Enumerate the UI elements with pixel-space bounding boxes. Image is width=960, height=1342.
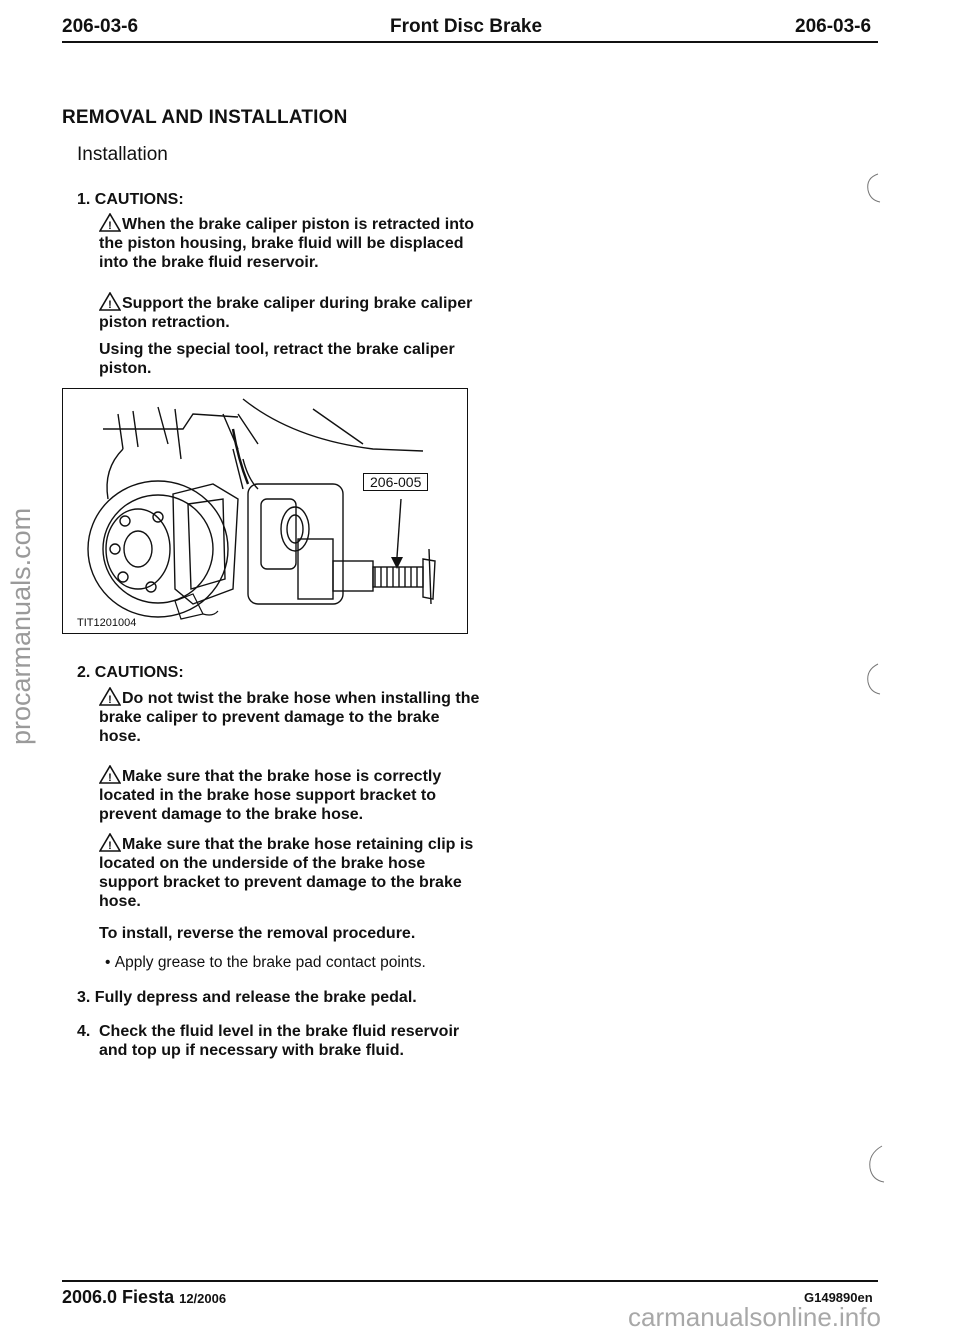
step-2-instruction: To install, reverse the removal procedure. — [99, 925, 416, 942]
warning-triangle-icon — [99, 833, 121, 852]
step-text: Check the fluid level in the brake fluid reservoir and top up if necessary with brake fluid. — [99, 1023, 460, 1059]
subsection-title: Installation — [77, 144, 168, 165]
step-1-instruction: Using the special tool, retract the brake caliper piston. — [99, 341, 455, 377]
margin-mark-icon — [862, 1142, 902, 1187]
margin-mark-icon — [860, 660, 900, 700]
caution-item — [99, 687, 484, 746]
step-1-heading — [77, 190, 184, 209]
svg-text:!: ! — [108, 299, 112, 311]
watermark-side: procarmanuals.com — [6, 507, 36, 745]
step-text: Fully depress and release the brake pedal. — [94, 989, 417, 1006]
figure-id: TIT1201004 — [77, 617, 137, 629]
caution-text: Make sure that the brake hose retaining clip is located on the underside of the brake hose support bracket to prevent damage to the brake hose. — [99, 836, 474, 910]
footer-rule — [62, 1280, 878, 1282]
brake-caliper-figure — [62, 388, 468, 634]
header-page-number-right: 206-03-6 — [795, 16, 872, 37]
header-rule — [62, 41, 878, 43]
svg-text:!: ! — [108, 772, 112, 784]
caution-text: Support the brake caliper during brake caliper piston retraction. — [99, 295, 473, 331]
caution-item — [99, 833, 484, 911]
warning-triangle-icon — [99, 213, 121, 232]
footer-model — [62, 1287, 226, 1308]
caution-text: When the brake caliper piston is retracted into the piston housing, brake fluid will be displaced into the brake fluid reservoir. — [99, 216, 475, 271]
cautions-heading: CAUTIONS: — [94, 191, 184, 208]
header-title: Front Disc Brake — [390, 16, 543, 37]
step-2-heading — [77, 663, 184, 682]
caution-item — [99, 765, 484, 824]
svg-text:!: ! — [108, 220, 112, 232]
caution-text: Make sure that the brake hose is correctly located in the brake hose support bracket to prevent damage to the brake hose. — [99, 768, 442, 823]
caution-item — [99, 292, 484, 332]
watermark-bottom: carmanualsonline.info — [628, 1302, 881, 1332]
caution-item — [99, 213, 484, 272]
footer-date: 12/2006 — [179, 1291, 227, 1306]
header-page-number-left: 206-03-6 — [62, 16, 139, 37]
warning-triangle-icon — [99, 292, 121, 311]
warning-triangle-icon — [99, 765, 121, 784]
footer-code: G149890en — [804, 1290, 873, 1305]
warning-triangle-icon — [99, 687, 121, 706]
svg-text:!: ! — [108, 694, 112, 706]
svg-text:!: ! — [108, 840, 112, 852]
section-title: REMOVAL AND INSTALLATION — [62, 107, 348, 128]
step-3 — [77, 988, 417, 1007]
step-number: 1. — [77, 191, 91, 208]
cautions-heading: CAUTIONS: — [94, 664, 184, 681]
footer-model-name: 2006.0 Fiesta — [62, 1287, 175, 1307]
step-number: 3. — [77, 989, 91, 1006]
special-tool-label: 206-005 — [363, 473, 428, 491]
caliper-illustration — [63, 389, 466, 632]
step-number: 4. — [77, 1023, 91, 1040]
bullet-item — [105, 953, 426, 972]
step-number: 2. — [77, 664, 91, 681]
margin-mark-icon — [860, 168, 900, 208]
caution-text: Do not twist the brake hose when installing the brake caliper to prevent damage to the brake hose. — [99, 690, 480, 745]
bullet-icon: • — [105, 954, 115, 971]
bullet-text: Apply grease to the brake pad contact points. — [114, 954, 426, 971]
